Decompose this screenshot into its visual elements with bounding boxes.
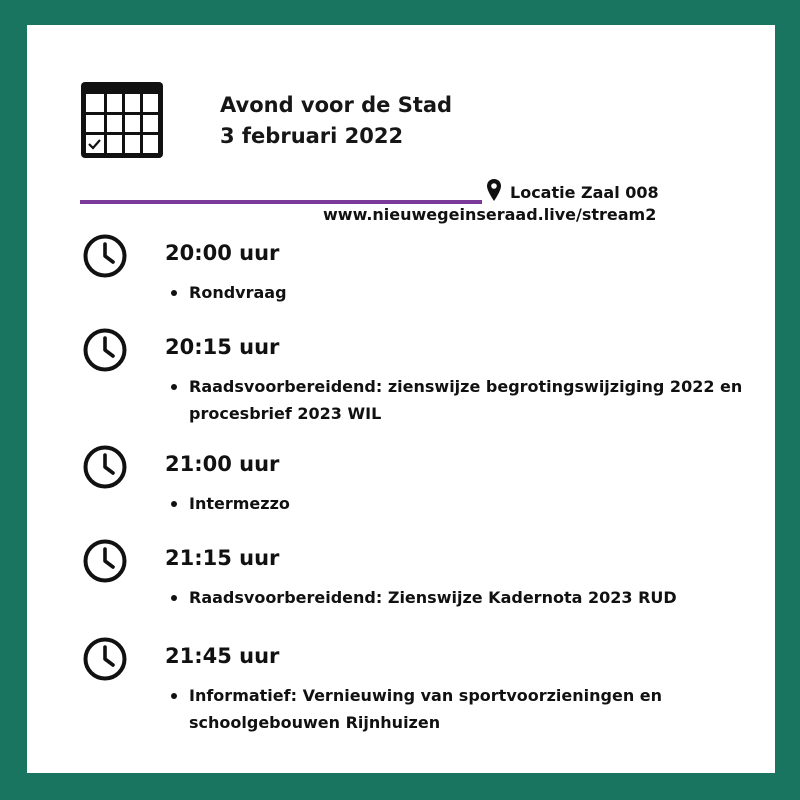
location-pin-icon	[486, 178, 502, 202]
agenda-list	[165, 490, 745, 517]
clock-icon	[82, 636, 128, 682]
event-date: 3 februari 2022	[220, 124, 404, 148]
agenda-list	[165, 584, 745, 611]
schedule-time: 21:45 uur	[165, 644, 280, 668]
calendar-icon	[79, 80, 165, 160]
schedule-time: 20:15 uur	[165, 335, 280, 359]
agenda-list	[165, 682, 745, 736]
agenda-list	[165, 373, 745, 427]
stream-link[interactable]: www.nieuwegeinseraad.live/stream2	[323, 205, 657, 224]
location-label: Locatie Zaal 008	[510, 183, 659, 202]
agenda-bullet: Intermezzo	[165, 490, 745, 517]
event-title: Avond voor de Stad	[220, 93, 453, 117]
event-header	[220, 90, 452, 152]
clock-icon	[82, 233, 128, 279]
agenda-bullet: Raadsvoorbereidend: zienswijze begrotingswijziging 2022 en procesbrief 2023 WIL	[165, 373, 745, 427]
agenda-card	[27, 25, 775, 773]
agenda-bullet: Rondvraag	[165, 279, 745, 306]
schedule-time: 20:00 uur	[165, 241, 280, 265]
schedule-time: 21:00 uur	[165, 452, 280, 476]
clock-icon	[82, 538, 128, 584]
accent-divider	[80, 200, 482, 204]
agenda-bullet: Informatief: Vernieuwing van sportvoorzieningen en schoolgebouwen Rijnhuizen	[165, 682, 745, 736]
agenda-bullet: Raadsvoorbereidend: Zienswijze Kadernota 2023 RUD	[165, 584, 745, 611]
clock-icon	[82, 327, 128, 373]
clock-icon	[82, 444, 128, 490]
agenda-list	[165, 279, 745, 306]
schedule-time: 21:15 uur	[165, 546, 280, 570]
